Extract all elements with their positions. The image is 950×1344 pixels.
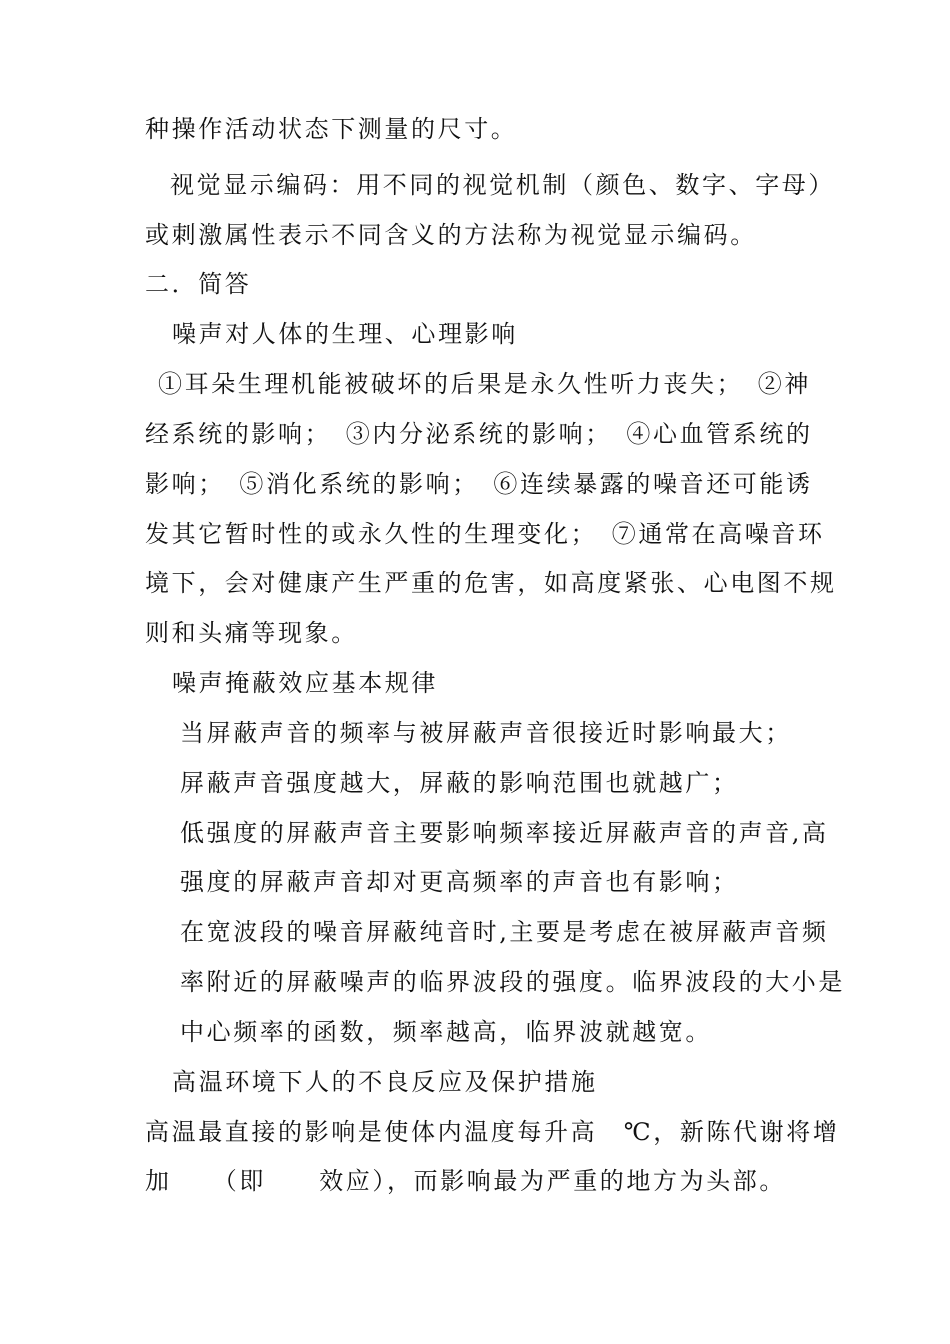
definition-visual-coding-line-1: 视觉显示编码：用不同的视觉机制（颜色、数字、字母）	[170, 171, 835, 199]
subheading-high-temperature: 高温环境下人的不良反应及保护措施	[172, 1068, 598, 1096]
noise-effects-line-6: 则和头痛等现象。	[145, 619, 358, 647]
subheading-noise-effects: 噪声对人体的生理、心理影响	[172, 320, 518, 348]
masking-rule-3-line-1: 低强度的屏蔽声音主要影响频率接近屏蔽声音的声音,高	[180, 819, 829, 847]
noise-effects-line-3: 影响； ⑤消化系统的影响； ⑥连续暴露的噪音还可能诱	[145, 470, 813, 498]
noise-effects-line-1: ①耳朵生理机能被破坏的后果是永久性听力丧失； ②神	[158, 370, 811, 398]
noise-effects-line-2: 经系统的影响； ③内分泌系统的影响； ④心血管系统的	[145, 420, 813, 448]
noise-effects-line-5: 境下，会对健康产生严重的危害，如高度紧张、心电图不规	[145, 569, 837, 597]
subheading-masking-effect: 噪声掩蔽效应基本规律	[172, 669, 438, 697]
masking-rule-4-line-1: 在宽波段的噪音屏蔽纯音时,主要是考虑在被屏蔽声音频	[180, 918, 829, 946]
masking-rule-3-line-2: 强度的屏蔽声音却对更高频率的声音也有影响；	[180, 868, 739, 896]
masking-rule-1: 当屏蔽声音的频率与被屏蔽声音很接近时影响最大；	[180, 719, 792, 747]
high-temperature-line-2: 加 （即 效应），而影响最为严重的地方为头部。	[145, 1167, 786, 1195]
masking-rule-4-line-3: 中心频率的函数，频率越高，临界波就越宽。	[180, 1018, 712, 1046]
masking-rule-4-line-2: 率附近的屏蔽噪声的临界波段的强度。临界波段的大小是	[180, 968, 845, 996]
noise-effects-line-4: 发其它暂时性的或永久性的生理变化； ⑦通常在高噪音环	[145, 520, 825, 548]
masking-rule-2: 屏蔽声音强度越大，屏蔽的影响范围也就越广；	[180, 769, 739, 797]
high-temperature-line-1: 高温最直接的影响是使体内温度每升高 ℃，新陈代谢将增	[145, 1118, 840, 1146]
definition-visual-coding-line-2: 或刺激属性表示不同含义的方法称为视觉显示编码。	[145, 221, 757, 249]
section-heading-short-answer: 二．简答	[145, 270, 252, 298]
text-line-1: 种操作活动状态下测量的尺寸。	[145, 115, 518, 143]
